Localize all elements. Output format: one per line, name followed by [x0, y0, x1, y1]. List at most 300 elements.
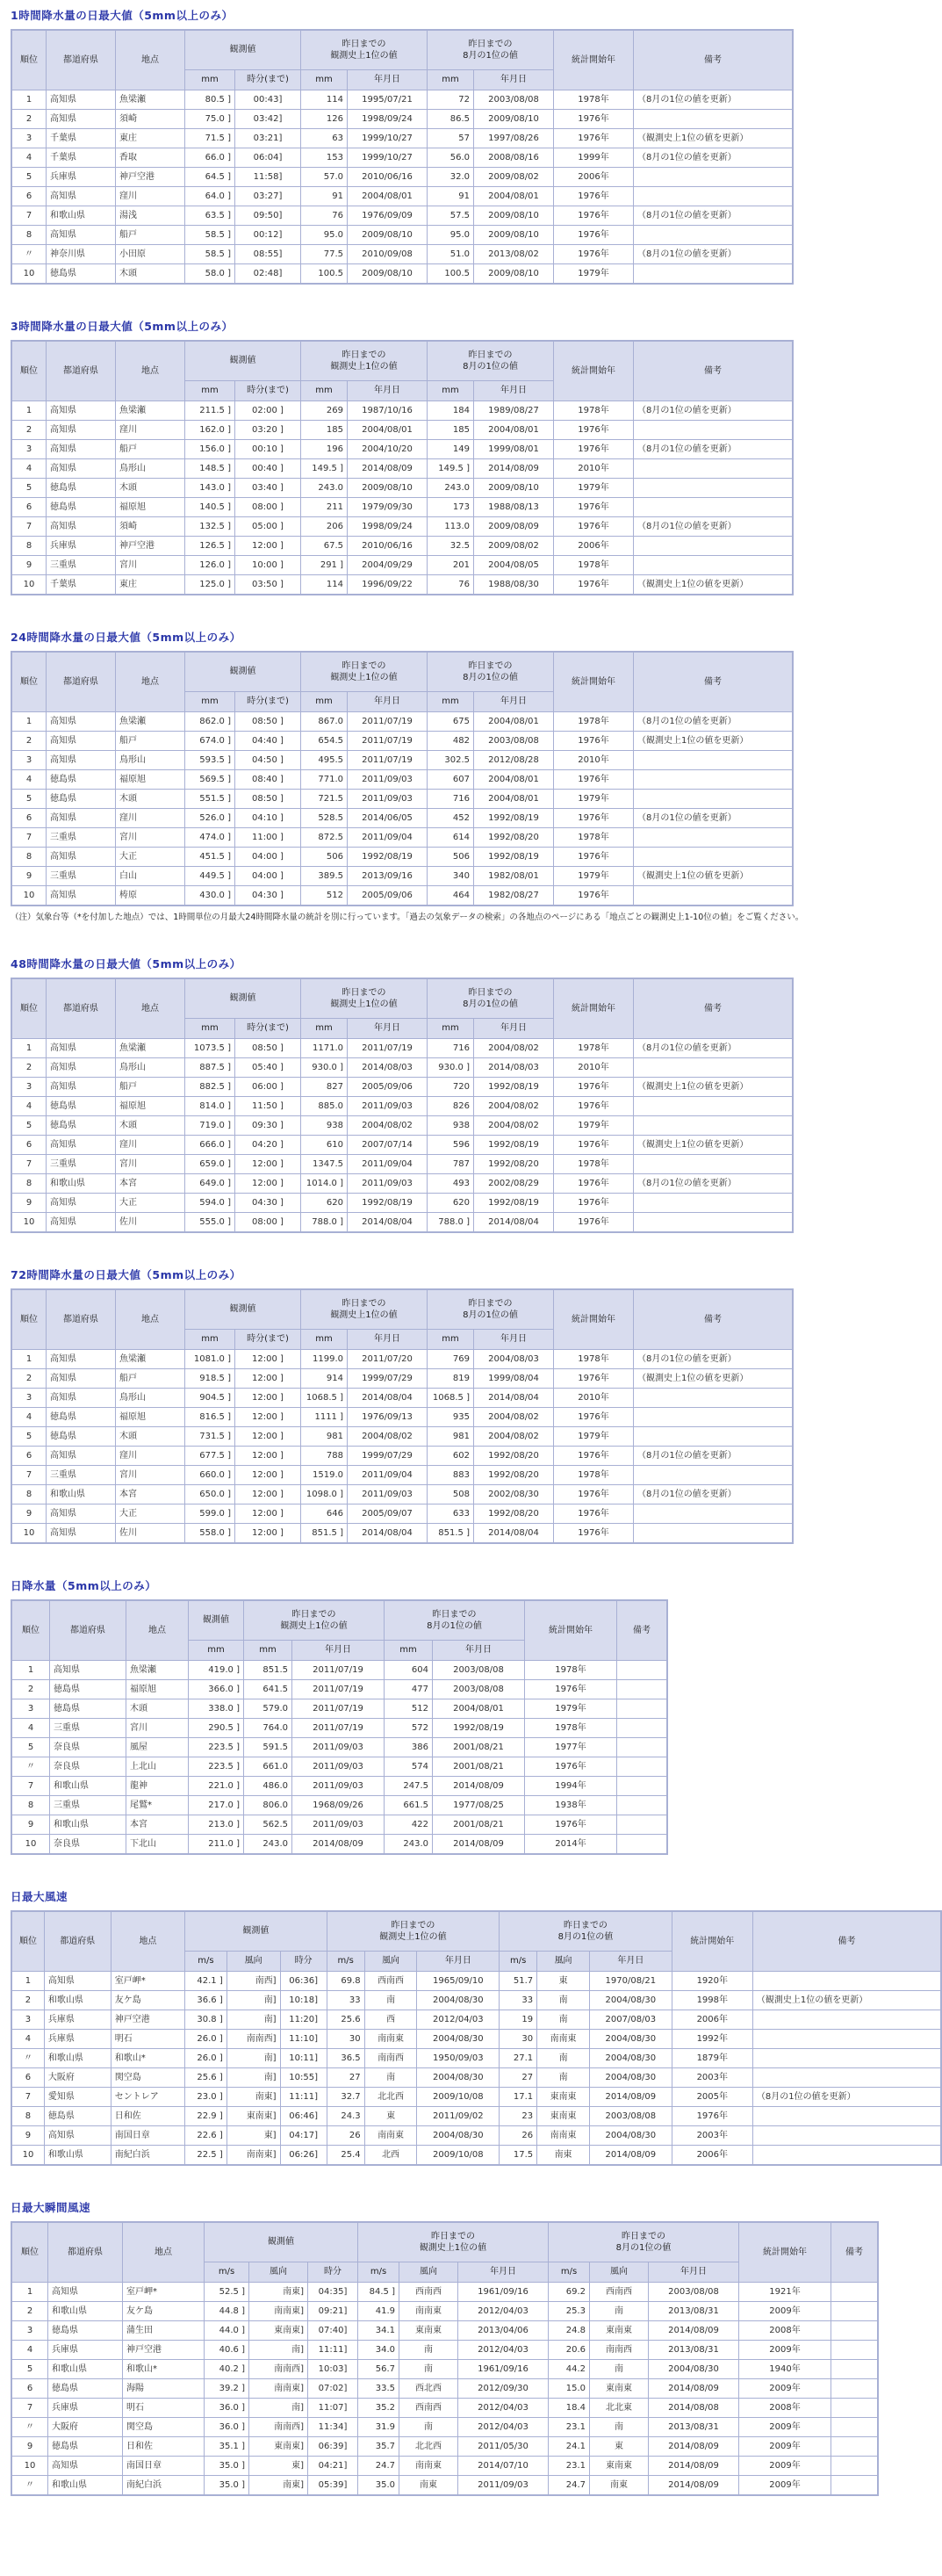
cell-obs-mm: 58.0 ] — [185, 264, 234, 283]
cell-record-mm: 495.5 — [301, 751, 347, 769]
cell-obs-mm: 80.5 ] — [185, 90, 234, 109]
cell-obs-ms: 44.8 ] — [205, 2302, 248, 2320]
cell-remark — [634, 498, 792, 516]
col-subheader-unit: mm — [301, 1019, 347, 1038]
cell-record-date: 2012/09/30 — [458, 2379, 548, 2398]
col-header-station: 地点 — [116, 653, 184, 711]
cell-obs-mm: 918.5 ] — [185, 1369, 234, 1388]
cell-start-year: 2008年 — [739, 2321, 831, 2340]
cell-obs-time: 12:00 ] — [235, 1466, 300, 1484]
cell-record-ms: 31.9 — [358, 2418, 399, 2436]
section-precip-1h — [11, 7, 942, 285]
cell-record-mm: 788 — [301, 1447, 347, 1465]
cell-record-ms: 34.0 — [358, 2341, 399, 2359]
cell-station: 鳥形山 — [116, 751, 184, 769]
col-subheader-unit: mm — [301, 70, 347, 90]
cell-obs-time: 03:20 ] — [235, 421, 300, 439]
cell-august-ms: 17.5 — [500, 2146, 536, 2164]
cell-august-date: 2013/08/31 — [649, 2341, 738, 2359]
cell-start-year: 1976年 — [554, 1174, 633, 1193]
cell-start-year: 1976年 — [554, 421, 633, 439]
cell-obs-mm: 816.5 ] — [185, 1408, 234, 1426]
cell-rank: 3 — [12, 1078, 46, 1096]
cell-august-date: 1988/08/13 — [474, 498, 553, 516]
cell-obs-mm: 223.5 ] — [189, 1738, 243, 1757]
col-subheader-unit: mm — [185, 70, 234, 90]
cell-august-mm: 247.5 — [385, 1777, 432, 1795]
cell-station: 南国日章 — [123, 2457, 204, 2475]
cell-remark — [634, 1155, 792, 1173]
cell-start-year: 1976年 — [554, 440, 633, 458]
table-row — [12, 575, 792, 594]
cell-obs-time: 12:00 ] — [235, 1369, 300, 1388]
cell-prefecture: 和歌山県 — [48, 2302, 122, 2320]
cell-obs-mm: 148.5 ] — [185, 459, 234, 478]
cell-obs-direction: 南] — [227, 1991, 280, 2010]
col-header-remarks: 備考 — [634, 1290, 792, 1349]
cell-obs-direction: 東南東] — [249, 2321, 307, 2340]
cell-august-ms: 23 — [500, 2107, 536, 2125]
cell-rank: 6 — [12, 2068, 44, 2087]
cell-rank: 6 — [12, 1447, 46, 1465]
cell-rank: 3 — [12, 440, 46, 458]
col-header-record: 昨日までの 観測史上1位の値 — [301, 31, 427, 69]
cell-record-date: 2009/08/10 — [348, 264, 427, 283]
cell-august-mm: 826 — [428, 1097, 473, 1115]
cell-rank: 9 — [12, 2126, 44, 2145]
cell-rank: 3 — [12, 1389, 46, 1407]
cell-rank: 3 — [12, 751, 46, 769]
cell-obs-ms: 22.6 ] — [185, 2126, 227, 2145]
cell-prefecture: 和歌山県 — [45, 2049, 111, 2067]
col-subheader-time: 時分(まで) — [235, 70, 300, 90]
cell-record-date: 2005/09/06 — [348, 886, 427, 905]
cell-rank: 8 — [12, 2107, 44, 2125]
table-row — [12, 401, 792, 420]
col-header-remarks: 備考 — [634, 342, 792, 400]
table-row — [12, 1796, 666, 1815]
cell-obs-mm: 140.5 ] — [185, 498, 234, 516]
table-title-precip-1h: 1時間降水量の日最大値（5mm以上のみ） — [11, 9, 234, 22]
cell-remark — [634, 226, 792, 244]
cell-record-mm: 930.0 ] — [301, 1058, 347, 1077]
cell-obs-direction: 南西] — [227, 1972, 280, 1990]
cell-august-mm: 340 — [428, 867, 473, 885]
cell-obs-time: 11:00 ] — [235, 828, 300, 847]
cell-obs-time: 09:30 ] — [235, 1116, 300, 1135]
table-row — [12, 1466, 792, 1484]
cell-rank: 5 — [12, 2360, 47, 2378]
cell-station: 大正 — [116, 848, 184, 866]
table-row — [12, 1699, 666, 1718]
table-row — [12, 1350, 792, 1368]
cell-remark — [634, 1116, 792, 1135]
col-header-station: 地点 — [116, 342, 184, 400]
cell-record-mm: 486.0 — [244, 1777, 291, 1795]
cell-start-year: 1976年 — [554, 1194, 633, 1212]
cell-august-date: 2003/08/08 — [474, 732, 553, 750]
cell-rank: 8 — [12, 1485, 46, 1504]
cell-start-year: 1976年 — [554, 517, 633, 536]
cell-obs-time: 07:40] — [308, 2321, 357, 2340]
cell-prefecture: 徳島県 — [47, 264, 115, 283]
cell-obs-mm: 211.0 ] — [189, 1835, 243, 1853]
table-row — [12, 537, 792, 555]
cell-august-direction: 南南東 — [537, 2126, 589, 2145]
cell-record-mm: 528.5 — [301, 809, 347, 827]
cell-obs-time: 04:21] — [308, 2457, 357, 2475]
col-header-start-year: 統計開始年 — [739, 2223, 831, 2282]
col-header-observed: 観測値 — [185, 653, 300, 691]
cell-record-mm: 389.5 — [301, 867, 347, 885]
cell-remark — [753, 2049, 940, 2067]
col-header-station: 地点 — [123, 2223, 204, 2282]
cell-obs-time: 04:10 ] — [235, 809, 300, 827]
table-row — [12, 1155, 792, 1173]
col-header-prefecture: 都道府県 — [45, 1912, 111, 1971]
cell-obs-ms: 36.0 ] — [205, 2418, 248, 2436]
cell-obs-time: 11:58] — [235, 168, 300, 186]
cell-obs-mm: 593.5 ] — [185, 751, 234, 769]
cell-remark — [753, 2030, 940, 2048]
cell-station: 南国日章 — [111, 2126, 184, 2145]
cell-rank: 5 — [12, 1116, 46, 1135]
cell-station: 木頭 — [116, 264, 184, 283]
cell-remark — [634, 537, 792, 555]
cell-record-date: 2005/09/06 — [348, 1078, 427, 1096]
cell-record-mm: 1098.0 ] — [301, 1485, 347, 1504]
cell-remark — [634, 1408, 792, 1426]
cell-rank: 〃 — [12, 2049, 44, 2067]
cell-obs-time: 06:04] — [235, 148, 300, 167]
cell-prefecture: 兵庫県 — [45, 2030, 111, 2048]
cell-obs-mm: 660.0 ] — [185, 1466, 234, 1484]
cell-record-mm: 1519.0 — [301, 1466, 347, 1484]
cell-august-ms: 33 — [500, 1991, 536, 2010]
cell-obs-mm: 66.0 ] — [185, 148, 234, 167]
cell-record-direction: 東 — [365, 2107, 417, 2125]
cell-obs-ms: 35.1 ] — [205, 2437, 248, 2456]
cell-obs-time: 04:30 ] — [235, 886, 300, 905]
col-header-prefecture: 都道府県 — [47, 31, 115, 90]
cell-obs-ms: 25.6 ] — [185, 2068, 227, 2087]
cell-start-year: 1999年 — [554, 148, 633, 167]
cell-record-mm: 1347.5 — [301, 1155, 347, 1173]
cell-station: 香取 — [116, 148, 184, 167]
cell-obs-mm: 126.0 ] — [185, 556, 234, 574]
cell-remark: （観測史上1位の値を更新） — [634, 867, 792, 885]
cell-august-ms: 23.1 — [549, 2457, 589, 2475]
cell-record-date: 1999/07/29 — [348, 1369, 427, 1388]
cell-rank: 8 — [12, 537, 46, 555]
cell-august-mm: 574 — [385, 1757, 432, 1776]
cell-obs-mm: 558.0 ] — [185, 1524, 234, 1542]
cell-record-date: 2009/08/10 — [348, 479, 427, 497]
cell-station: 明石 — [111, 2030, 184, 2048]
table-row — [12, 1661, 666, 1679]
cell-prefecture: 三重県 — [47, 1466, 115, 1484]
cell-august-date: 2003/08/08 — [433, 1680, 524, 1699]
cell-station: 上北山 — [126, 1757, 188, 1776]
col-subheader-unit: mm — [428, 692, 473, 711]
cell-rank: 1 — [12, 1350, 46, 1368]
cell-record-date: 2009/10/08 — [417, 2088, 499, 2106]
cell-station: 日和佐 — [111, 2107, 184, 2125]
cell-prefecture: 高知県 — [47, 90, 115, 109]
col-subheader-date: 年月日 — [474, 1330, 553, 1349]
cell-start-year: 2009年 — [739, 2302, 831, 2320]
cell-record-mm: 63 — [301, 129, 347, 148]
cell-obs-mm: 125.0 ] — [185, 575, 234, 594]
cell-record-mm: 206 — [301, 517, 347, 536]
cell-rank: 7 — [12, 206, 46, 225]
cell-start-year: 2009年 — [739, 2341, 831, 2359]
cell-station: 南紀白浜 — [123, 2476, 204, 2494]
cell-prefecture: 徳島県 — [47, 1408, 115, 1426]
table-row — [12, 867, 792, 885]
cell-record-direction: 南南東 — [365, 2030, 417, 2048]
table-row — [12, 2049, 940, 2067]
cell-start-year: 1976年 — [554, 1447, 633, 1465]
cell-start-year: 1976年 — [554, 809, 633, 827]
cell-record-mm: 851.5 — [244, 1661, 291, 1679]
cell-obs-time: 12:00 ] — [235, 1389, 300, 1407]
col-subheader-time: 時分(まで) — [235, 381, 300, 400]
section-wind-gust — [11, 2199, 942, 2496]
cell-obs-time: 10:00 ] — [235, 556, 300, 574]
cell-prefecture: 高知県 — [47, 809, 115, 827]
cell-obs-ms: 40.6 ] — [205, 2341, 248, 2359]
cell-rank: 5 — [12, 479, 46, 497]
cell-station: 鳥形山 — [116, 1058, 184, 1077]
table-row — [12, 440, 792, 458]
cell-prefecture: 高知県 — [47, 712, 115, 731]
cell-august-mm: 596 — [428, 1136, 473, 1154]
cell-august-mm: 201 — [428, 556, 473, 574]
cell-remark — [634, 1213, 792, 1231]
cell-record-mm: 149.5 ] — [301, 459, 347, 478]
cell-record-mm: 243.0 — [244, 1835, 291, 1853]
cell-station: 佐川 — [116, 1213, 184, 1231]
cell-station: 窪川 — [116, 1447, 184, 1465]
table-row — [12, 1369, 792, 1388]
cell-record-date: 2004/08/30 — [417, 2126, 499, 2145]
cell-august-mm: 91 — [428, 187, 473, 206]
cell-august-ms: 24.8 — [549, 2321, 589, 2340]
cell-prefecture: 高知県 — [47, 1194, 115, 1212]
ranking-table-wind-max — [11, 1910, 942, 2166]
cell-august-mm: 477 — [385, 1680, 432, 1699]
cell-station: 木頭 — [126, 1699, 188, 1718]
cell-record-date: 2013/09/16 — [348, 867, 427, 885]
cell-start-year: 1976年 — [554, 575, 633, 594]
cell-august-date: 1992/08/19 — [474, 1194, 553, 1212]
cell-station: 魚梁瀬 — [116, 1039, 184, 1057]
cell-august-mm: 76 — [428, 575, 473, 594]
cell-remark — [634, 770, 792, 789]
cell-record-date: 1961/09/16 — [458, 2283, 548, 2301]
table-row — [12, 2283, 877, 2301]
cell-obs-direction: 東] — [227, 2126, 280, 2145]
cell-prefecture: 三重県 — [47, 867, 115, 885]
col-header-august: 昨日までの 8月の1位の値 — [428, 979, 553, 1018]
cell-station: 神戸空港 — [123, 2341, 204, 2359]
cell-record-direction: 西南西 — [399, 2399, 457, 2417]
cell-remark: （8月の1位の値を更新） — [634, 1039, 792, 1057]
cell-rank: 3 — [12, 1699, 49, 1718]
table-row — [12, 1058, 792, 1077]
cell-record-date: 2014/08/09 — [292, 1835, 384, 1853]
cell-remark — [634, 1058, 792, 1077]
col-header-august: 昨日までの 8月の1位の値 — [549, 2223, 738, 2262]
cell-obs-mm: 674.0 ] — [185, 732, 234, 750]
cell-prefecture: 高知県 — [47, 1389, 115, 1407]
cell-station: 鳥形山 — [116, 459, 184, 478]
cell-obs-time: 12:00 ] — [235, 1427, 300, 1446]
cell-prefecture: 和歌山県 — [50, 1815, 126, 1834]
cell-august-date: 2014/08/09 — [433, 1835, 524, 1853]
cell-august-date: 1992/08/20 — [474, 1447, 553, 1465]
col-subheader-date: 年月日 — [348, 692, 427, 711]
cell-record-date: 2011/07/19 — [292, 1699, 384, 1718]
cell-record-date: 2011/09/03 — [348, 1174, 427, 1193]
cell-record-date: 2011/09/03 — [292, 1815, 384, 1834]
cell-august-ms: 30 — [500, 2030, 536, 2048]
cell-rank: 1 — [12, 1661, 49, 1679]
cell-obs-ms: 44.0 ] — [205, 2321, 248, 2340]
cell-record-date: 1961/09/16 — [458, 2360, 548, 2378]
cell-prefecture: 高知県 — [47, 1447, 115, 1465]
cell-prefecture: 徳島県 — [48, 2379, 122, 2398]
cell-obs-time: 03:40 ] — [235, 479, 300, 497]
cell-record-date: 2011/09/03 — [348, 770, 427, 789]
cell-record-date: 2014/08/04 — [348, 1213, 427, 1231]
cell-august-direction: 南南西 — [590, 2341, 648, 2359]
cell-record-date: 2011/07/20 — [348, 1350, 427, 1368]
cell-start-year: 1976年 — [554, 110, 633, 128]
cell-obs-mm: 75.0 ] — [185, 110, 234, 128]
cell-record-date: 1992/08/19 — [348, 848, 427, 866]
cell-august-date: 2004/08/01 — [474, 770, 553, 789]
table-row — [12, 712, 792, 731]
cell-remark: （観測史上1位の値を更新） — [634, 129, 792, 148]
cell-start-year: 1976年 — [554, 1078, 633, 1096]
cell-record-direction: 南 — [365, 1991, 417, 2010]
cell-august-mm: 981 — [428, 1427, 473, 1446]
cell-record-mm: 646 — [301, 1504, 347, 1523]
cell-august-direction: 東 — [590, 2437, 648, 2456]
cell-station: 窪川 — [116, 187, 184, 206]
col-header-start-year: 統計開始年 — [554, 342, 633, 400]
header-row-groups — [12, 979, 792, 1018]
cell-prefecture: 高知県 — [47, 1078, 115, 1096]
cell-station: 魚梁瀬 — [116, 401, 184, 420]
cell-august-date: 2014/08/09 — [649, 2457, 738, 2475]
table-row — [12, 1680, 666, 1699]
cell-start-year: 2006年 — [672, 2146, 752, 2164]
cell-start-year: 1976年 — [554, 886, 633, 905]
cell-prefecture: 高知県 — [47, 732, 115, 750]
cell-remark — [634, 790, 792, 808]
cell-remark: （観測史上1位の値を更新） — [634, 732, 792, 750]
cell-august-mm: 149 — [428, 440, 473, 458]
cell-rank: 9 — [12, 556, 46, 574]
cell-obs-time: 10:18] — [281, 1991, 327, 2010]
cell-record-mm: 114 — [301, 575, 347, 594]
cell-remark — [634, 1504, 792, 1523]
cell-obs-direction: 南] — [249, 2399, 307, 2417]
header-row-groups — [12, 653, 792, 691]
cell-rank: 1 — [12, 1039, 46, 1057]
cell-prefecture: 兵庫県 — [48, 2341, 122, 2359]
col-header-observed: 観測値 — [185, 1290, 300, 1329]
cell-obs-time: 05:39] — [308, 2476, 357, 2494]
cell-obs-mm: 290.5 ] — [189, 1719, 243, 1737]
cell-rank: 2 — [12, 421, 46, 439]
cell-prefecture: 奈良県 — [50, 1757, 126, 1776]
cell-prefecture: 高知県 — [45, 2126, 111, 2145]
col-header-rank: 順位 — [12, 342, 46, 400]
cell-august-direction: 南 — [537, 2010, 589, 2029]
cell-start-year: 2010年 — [554, 1389, 633, 1407]
cell-rank: 1 — [12, 90, 46, 109]
cell-record-date: 2009/10/08 — [417, 2146, 499, 2164]
cell-record-date: 2014/08/04 — [348, 1389, 427, 1407]
col-header-station: 地点 — [116, 979, 184, 1038]
cell-august-mm: 302.5 — [428, 751, 473, 769]
cell-august-mm: 243.0 — [428, 479, 473, 497]
cell-prefecture: 高知県 — [45, 1972, 111, 1990]
col-subheader-unit: mm — [428, 1019, 473, 1038]
cell-obs-time: 11:34] — [308, 2418, 357, 2436]
col-subheader-unit: m/s — [327, 1952, 364, 1971]
cell-august-mm: 72 — [428, 90, 473, 109]
cell-record-date: 2014/06/05 — [348, 809, 427, 827]
cell-prefecture: 和歌山県 — [45, 2146, 111, 2164]
cell-start-year: 1979年 — [525, 1699, 616, 1718]
table-row — [12, 245, 792, 263]
cell-record-ms: 33 — [327, 1991, 364, 2010]
cell-august-mm: 173 — [428, 498, 473, 516]
cell-august-mm: 57.5 — [428, 206, 473, 225]
cell-record-mm: 185 — [301, 421, 347, 439]
cell-obs-mm: 1073.5 ] — [185, 1039, 234, 1057]
cell-prefecture: 高知県 — [47, 1058, 115, 1077]
col-header-record: 昨日までの 観測史上1位の値 — [301, 342, 427, 380]
col-header-remarks: 備考 — [634, 653, 792, 711]
cell-august-ms: 27 — [500, 2068, 536, 2087]
cell-obs-time: 06:00 ] — [235, 1078, 300, 1096]
cell-august-date: 2008/08/16 — [474, 148, 553, 167]
cell-august-mm: 482 — [428, 732, 473, 750]
cell-august-mm: 614 — [428, 828, 473, 847]
cell-obs-time: 00:40 ] — [235, 459, 300, 478]
table-row — [12, 1504, 792, 1523]
cell-prefecture: 徳島県 — [48, 2321, 122, 2340]
cell-rank: 3 — [12, 2321, 47, 2340]
cell-obs-mm: 719.0 ] — [185, 1116, 234, 1135]
cell-obs-mm: 862.0 ] — [185, 712, 234, 731]
cell-start-year: 1978年 — [554, 1155, 633, 1173]
cell-start-year: 1979年 — [554, 1427, 633, 1446]
table-row — [12, 2302, 877, 2320]
cell-station: 福原旭 — [116, 1408, 184, 1426]
cell-record-date: 2011/09/03 — [348, 790, 427, 808]
col-subheader-unit: m/s — [358, 2262, 399, 2282]
col-subheader-time: 時分(まで) — [235, 1330, 300, 1349]
table-row — [12, 2068, 940, 2087]
cell-obs-time: 04:40 ] — [235, 732, 300, 750]
